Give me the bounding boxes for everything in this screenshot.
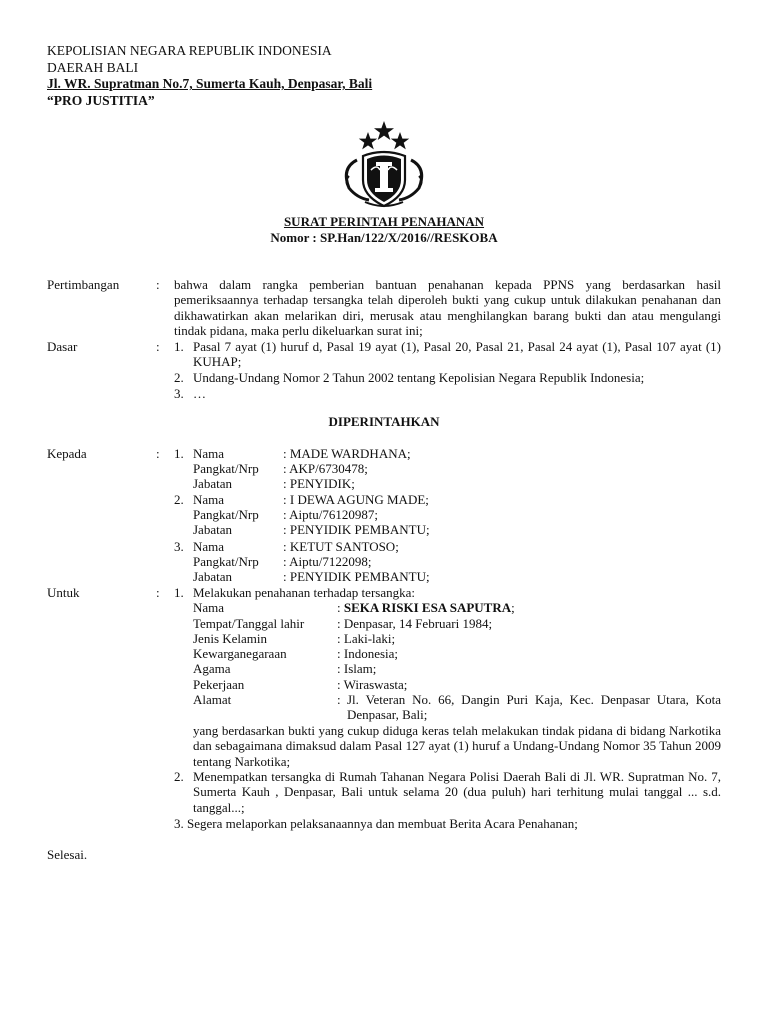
field-label: Pangkat/Nrp — [193, 554, 259, 569]
region-name: DAERAH BALI — [47, 59, 139, 75]
colon: : — [156, 446, 160, 461]
pertimbangan-label: Pertimbangan — [47, 277, 120, 292]
colon: : — [337, 631, 341, 646]
field-label: Kewarganegaraan — [193, 646, 287, 661]
colon: : — [156, 339, 160, 354]
colon: : — [156, 277, 160, 292]
list-number: 2. — [174, 370, 184, 385]
colon: : — [337, 692, 341, 707]
person-1-jabatan: : PENYIDIK; — [283, 476, 355, 491]
list-number: 3. — [174, 386, 184, 401]
list-number: 2. — [174, 492, 184, 507]
suspect-birth — [337, 616, 492, 631]
dasar-label: Dasar — [47, 339, 78, 354]
suspect-religion — [337, 661, 376, 676]
field-label: Jabatan — [193, 569, 232, 584]
untuk-item-1-closing: yang berdasarkan bukti yang cukup diduga keras telah melakukan tindak pidana di bidang Narkotika dan sebagaimana dimaksud dalam Pasal 127 ayat (1) huruf a Undang-Undang Nomor 35 Tahun 2009 tentang Narkotika; — [193, 723, 721, 769]
suspect-occupation — [337, 677, 407, 692]
person-3-jabatan: : PENYIDIK PEMBANTU; — [283, 569, 430, 584]
colon: : — [156, 585, 160, 600]
field-label: Agama — [193, 661, 231, 676]
colon: : — [337, 616, 341, 631]
person-3-pangkat: : Aiptu/7122098; — [283, 554, 372, 569]
field-label: Jabatan — [193, 476, 232, 491]
untuk-label: Untuk — [47, 585, 80, 600]
field-label: Tempat/Tanggal lahir — [193, 616, 305, 631]
suspect-religion-value: Islam; — [343, 661, 377, 676]
colon: : — [337, 600, 341, 615]
closing-text: Selesai. — [47, 847, 88, 862]
colon: : — [337, 661, 341, 676]
person-1-nama: : MADE WARDHANA; — [283, 446, 411, 461]
suspect-name-value: SEKA RISKI ESA SAPUTRA — [343, 600, 512, 615]
list-number: 1. — [174, 585, 184, 600]
field-label: Jenis Kelamin — [193, 631, 268, 646]
pro-justitia: “PRO JUSTITIA” — [47, 92, 155, 108]
address: Jl. WR. Supratman No.7, Sumerta Kauh, Denpasar, Bali — [47, 76, 373, 91]
field-label: Pangkat/Nrp — [193, 461, 259, 476]
person-3-nama: : KETUT SANTOSO; — [283, 539, 399, 554]
suspect-birth-value: Denpasar, 14 Februari 1984; — [343, 616, 493, 631]
suspect-occupation-value: Wiraswasta; — [343, 677, 408, 692]
field-label: Nama — [193, 492, 225, 507]
field-label: Pangkat/Nrp — [193, 507, 259, 522]
untuk-item-3: 3. Segera melaporkan pelaksanaannya dan membuat Berita Acara Penahanan; — [174, 816, 578, 831]
police-emblem-icon — [327, 118, 441, 210]
untuk-item-1-intro: Melakukan penahanan terhadap tersangka: — [193, 585, 415, 600]
suspect-gender-value: Laki-laki; — [343, 631, 396, 646]
untuk-item-2: Menempatkan tersangka di Rumah Tahanan Negara Polisi Daerah Bali di Jl. WR. Supratman No. 7, Sumerta Kauh , Denpasar, Bali untuk selama 20 (dua puluh) hari terhitung mulai tanggal ... s.d. tanggal...; — [193, 769, 721, 815]
field-label: Alamat — [193, 692, 232, 707]
letterhead — [47, 43, 372, 109]
colon: : — [337, 677, 341, 692]
list-number: 2. — [174, 769, 184, 784]
dasar-item-1: Pasal 7 ayat (1) huruf d, Pasal 19 ayat (1), Pasal 20, Pasal 21, Pasal 24 ayat (1), Pasal 107 ayat (1) KUHAP; — [193, 339, 721, 370]
suspect-name — [337, 600, 515, 615]
suspect-nationality-value: Indonesia; — [343, 646, 399, 661]
field-label: Pekerjaan — [193, 677, 245, 692]
document-number: Nomor : SP.Han/122/X/2016//RESKOBA — [270, 230, 498, 245]
field-label: Jabatan — [193, 522, 232, 537]
field-label: Nama — [193, 446, 225, 461]
person-2-jabatan: : PENYIDIK PEMBANTU; — [283, 522, 430, 537]
institution-name: KEPOLISIAN NEGARA REPUBLIK INDONESIA — [47, 43, 332, 58]
person-2-pangkat: : Aiptu/76120987; — [283, 507, 378, 522]
pertimbangan-text: bahwa dalam rangka pemberian bantuan penahanan kepada PPNS yang berdasarkan hasil pemeriksaannya terhadap tersangka telah diperoleh bukti yang cukup untuk dilakukan penahanan dan dikhawatirkan akan melarikan diri, merusak atau menghilangkan barang bukti dan atau mengulangi tindak pidana, maka perlu dikeluarkan surat ini; — [174, 277, 721, 339]
kepada-label: Kepada — [47, 446, 87, 461]
person-1-pangkat: : AKP/6730478; — [283, 461, 368, 476]
suspect-gender — [337, 631, 395, 646]
field-label: Nama — [193, 539, 225, 554]
semicolon: ; — [511, 600, 515, 615]
document-title: SURAT PERINTAH PENAHANAN — [283, 214, 485, 229]
list-number: 1. — [174, 446, 184, 461]
list-number: 1. — [174, 339, 184, 354]
field-label: Nama — [193, 600, 225, 615]
list-number: 3. — [174, 539, 184, 554]
dasar-item-3: … — [193, 386, 206, 401]
suspect-address-value: Jl. Veteran No. 66, Dangin Puri Kaja, Kec. Denpasar Utara, Kota Denpasar, Bali; — [347, 692, 721, 723]
suspect-nationality — [337, 646, 398, 661]
colon: : — [337, 646, 341, 661]
dasar-item-2: Undang-Undang Nomor 2 Tahun 2002 tentang Kepolisian Negara Republik Indonesia; — [193, 370, 645, 385]
diperintahkan-heading: DIPERINTAHKAN — [328, 414, 440, 429]
person-2-nama: : I DEWA AGUNG MADE; — [283, 492, 429, 507]
